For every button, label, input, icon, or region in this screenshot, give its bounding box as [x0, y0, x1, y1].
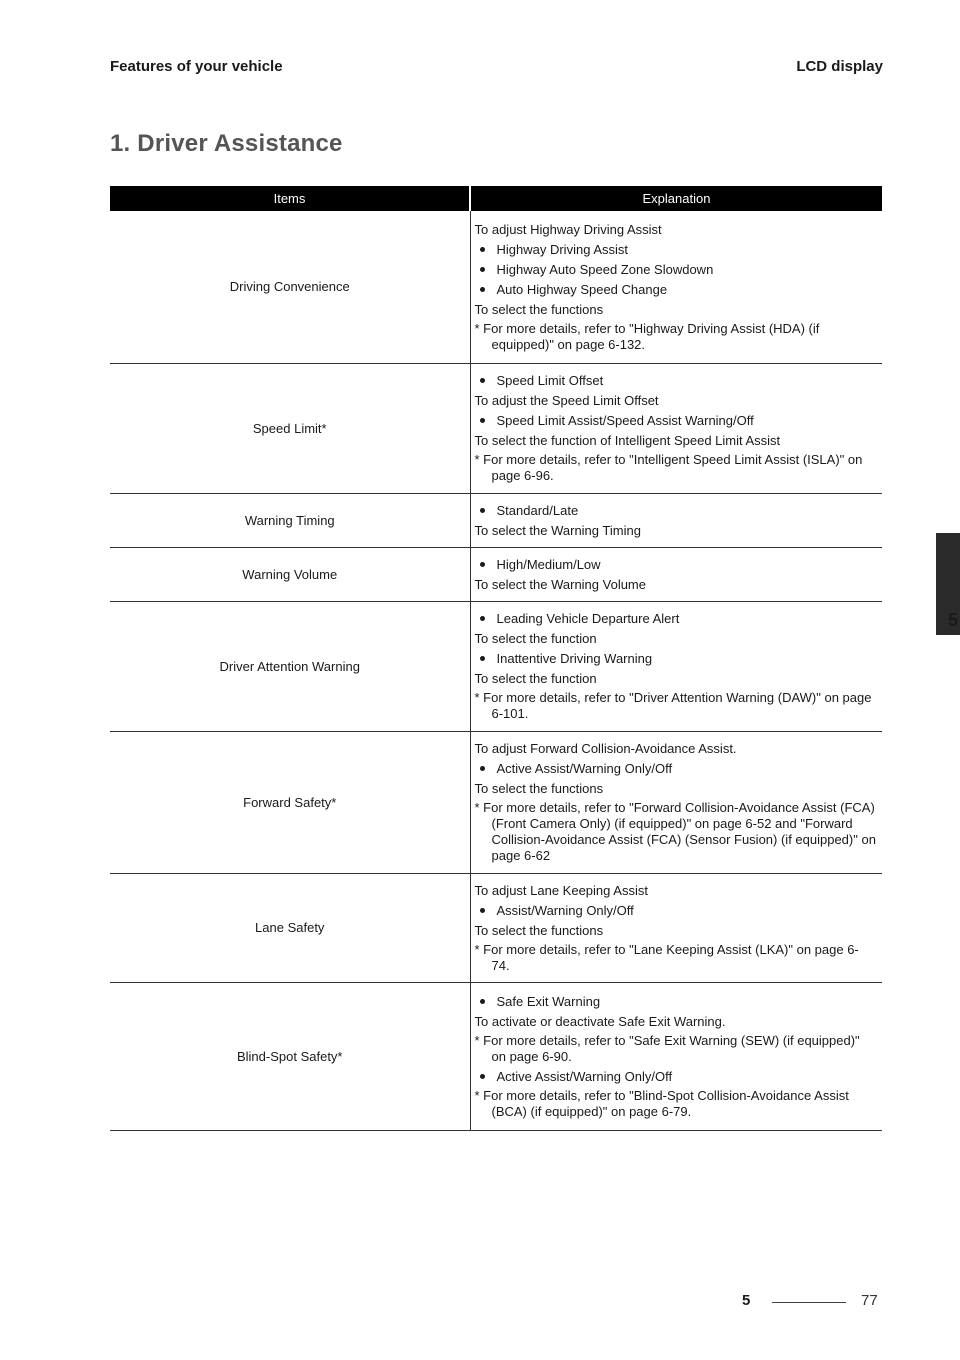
item-name: Driving Convenience [110, 211, 470, 363]
footnote-reference: * For more details, refer to "Blind-Spot Collision-Avoidance Assist (BCA) (if equipped)" on page 6-79. [474, 1087, 849, 1119]
explanation-text: To select the Warning Timing [474, 522, 641, 538]
section-title: 1. Driver Assistance [110, 130, 343, 157]
explanation-text: To select the function of Intelligent Speed Limit Assist [474, 433, 781, 448]
footer-chapter-number: 5 [742, 1292, 751, 1309]
bullet-item: Speed Limit Assist/Speed Assist Warning/Off [475, 412, 877, 429]
explanation-text: To adjust Highway Driving Assist [474, 221, 662, 237]
bullet-item: Standard/Late [475, 502, 877, 519]
bullet-item: Active Assist/Warning Only/Off [475, 760, 877, 777]
footnote-reference: * For more details, refer to "Forward Collision-Avoidance Assist (FCA) (Front Camera Only) (if equipped)" on page 6-52 and "Forward Collision-Avoidance Assist (FCA) (Sensor Fusion) (if equipped)" on page 6-62 [474, 800, 876, 863]
item-name: Lane Safety [110, 873, 470, 982]
driver-assistance-table [110, 186, 882, 1131]
footnote-reference: * For more details, refer to "Highway Driving Assist (HDA) (if equipped)" on page 6-132. [474, 320, 820, 352]
table-row [110, 731, 882, 873]
bullet-item: High/Medium/Low [475, 556, 877, 573]
bullet-item: Auto Highway Speed Change [475, 281, 877, 298]
footer-divider [772, 1302, 846, 1303]
item-explanation [470, 493, 882, 547]
explanation-text: To select the functions [474, 781, 604, 796]
column-header-items: Items [110, 186, 470, 211]
item-explanation [470, 601, 882, 731]
item-explanation [470, 547, 882, 601]
table-row [110, 873, 882, 982]
table-row [110, 363, 882, 493]
item-explanation [470, 982, 882, 1130]
item-name: Blind-Spot Safety* [110, 982, 470, 1130]
bullet-item: Highway Auto Speed Zone Slowdown [475, 261, 877, 278]
explanation-text: To activate or deactivate Safe Exit Warning. [474, 1013, 726, 1029]
explanation-text: To select the Warning Volume [474, 576, 646, 592]
item-explanation [470, 731, 882, 873]
chapter-side-number: 5 [947, 610, 958, 630]
column-header-explanation: Explanation [470, 186, 882, 211]
footnote-reference: * For more details, refer to "Driver Attention Warning (DAW)" on page 6-101. [474, 690, 872, 721]
table-row [110, 547, 882, 601]
item-name: Forward Safety* [110, 731, 470, 873]
item-explanation [470, 211, 882, 363]
bullet-item: Active Assist/Warning Only/Off [475, 1068, 877, 1085]
item-name: Warning Volume [110, 547, 470, 601]
table-row [110, 211, 882, 363]
bullet-item: Inattentive Driving Warning [475, 650, 877, 667]
item-name: Warning Timing [110, 493, 470, 547]
explanation-text: To select the functions [474, 301, 604, 317]
item-name: Driver Attention Warning [110, 601, 470, 731]
table-row [110, 982, 882, 1130]
item-explanation [470, 363, 882, 493]
bullet-item: Safe Exit Warning [475, 993, 877, 1010]
explanation-text: To select the function [474, 671, 597, 686]
footnote-reference: * For more details, refer to "Safe Exit Warning (SEW) (if equipped)" on page 6-90. [474, 1032, 860, 1064]
footer-page-number: 77 [861, 1292, 878, 1309]
explanation-text: To select the functions [474, 922, 604, 938]
item-explanation [470, 873, 882, 982]
running-header-topic: LCD display [796, 58, 883, 75]
footnote-reference: * For more details, refer to "Intelligent Speed Limit Assist (ISLA)" on page 6-96. [474, 452, 863, 483]
explanation-text: To adjust Forward Collision-Avoidance Assist. [474, 741, 737, 756]
table-row [110, 493, 882, 547]
bullet-item: Assist/Warning Only/Off [475, 902, 877, 919]
explanation-text: To adjust the Speed Limit Offset [474, 393, 659, 408]
item-name: Speed Limit* [110, 363, 470, 493]
bullet-item: Speed Limit Offset [475, 372, 877, 389]
running-header-section: Features of your vehicle [110, 58, 283, 75]
table-row [110, 601, 882, 731]
table-header-row [110, 186, 882, 211]
bullet-item: Highway Driving Assist [475, 241, 877, 258]
bullet-item: Leading Vehicle Departure Alert [475, 610, 877, 627]
footnote-reference: * For more details, refer to "Lane Keeping Assist (LKA)" on page 6-74. [474, 941, 859, 973]
explanation-text: To select the function [474, 631, 597, 646]
explanation-text: To adjust Lane Keeping Assist [474, 882, 648, 898]
